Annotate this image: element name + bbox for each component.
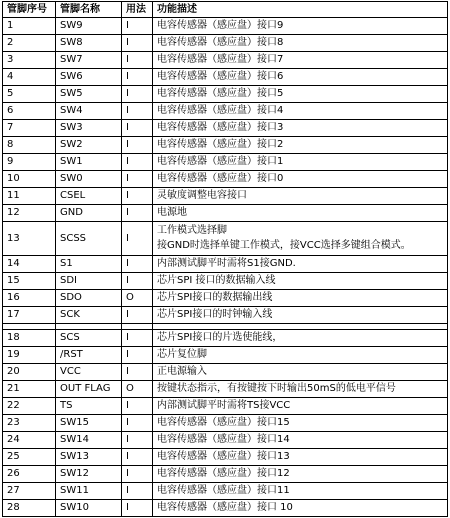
pin-number-cell: 17: [3, 307, 56, 324]
pin-number-cell: 6: [3, 103, 56, 120]
function-cell: [153, 364, 448, 381]
pin-name-cell: VCC: [56, 364, 122, 381]
pin-number-cell: 12: [3, 205, 56, 222]
table-row: [3, 52, 448, 69]
table-row: [3, 171, 448, 188]
usage-cell: I: [122, 86, 153, 103]
function-text: 电容传感器（感应盘）接口12: [157, 468, 290, 479]
pin-number-cell: 7: [3, 120, 56, 137]
pin-number-cell: 10: [3, 171, 56, 188]
table-row: [3, 290, 448, 307]
usage-cell: I: [122, 103, 153, 120]
pin-number-cell: 1: [3, 18, 56, 35]
pin-name-cell: SW4: [56, 103, 122, 120]
pin-name-cell: SDI: [56, 273, 122, 290]
usage-cell: I: [122, 52, 153, 69]
function-cell: [153, 307, 448, 324]
header-function: 功能描述: [153, 2, 448, 18]
pin-name-cell: SW3: [56, 120, 122, 137]
function-text: 内部测试脚平时需将TS接VCC: [157, 400, 291, 411]
usage-cell: I: [122, 18, 153, 35]
pin-number-cell: 23: [3, 415, 56, 432]
pin-name-cell: SCSS: [56, 222, 122, 256]
table-row: [3, 86, 448, 103]
table-row: [3, 222, 448, 256]
pin-number-cell: 9: [3, 154, 56, 171]
pin-name-cell: /RST: [56, 347, 122, 364]
pin-name-cell: S1: [56, 256, 122, 273]
pin-number-cell: 11: [3, 188, 56, 205]
pin-name-cell: SW13: [56, 449, 122, 466]
function-cell: [153, 154, 448, 171]
pin-number-cell: 26: [3, 466, 56, 483]
table-row: [3, 466, 448, 483]
table-body: [3, 18, 448, 517]
pin-number-cell: 28: [3, 500, 56, 517]
function-cell: [153, 449, 448, 466]
pin-name-cell: SW15: [56, 415, 122, 432]
function-cell: [153, 18, 448, 35]
function-cell: [153, 256, 448, 273]
usage-cell: I: [122, 398, 153, 415]
usage-cell: I: [122, 256, 153, 273]
function-cell: [153, 290, 448, 307]
pin-name-cell: TS: [56, 398, 122, 415]
usage-cell: I: [122, 364, 153, 381]
usage-cell: I: [122, 500, 153, 517]
usage-cell: I: [122, 432, 153, 449]
pin-number-cell: 3: [3, 52, 56, 69]
pin-name-cell: SW6: [56, 69, 122, 86]
function-text: 电容传感器（感应盘）接口13: [157, 451, 290, 462]
function-cell: [153, 137, 448, 154]
table-row: [3, 449, 448, 466]
pin-name-cell: SDO: [56, 290, 122, 307]
header-row: [3, 2, 448, 18]
table-row: [3, 415, 448, 432]
pin-number-cell: 16: [3, 290, 56, 307]
table-row: [3, 432, 448, 449]
function-cell: [153, 188, 448, 205]
pin-number-cell: 20: [3, 364, 56, 381]
function-text: 电容传感器（感应盘）接口6: [157, 71, 284, 82]
function-cell: [153, 330, 448, 347]
function-text-line2: 接GND时选择单键工作模式，接VCC选择多键组合模式。: [157, 240, 411, 251]
function-text: 电容传感器（感应盘）接口0: [157, 173, 284, 184]
header-pin-name: 管脚名称: [56, 2, 122, 18]
function-text: 电容传感器（感应盘）接口3: [157, 122, 284, 133]
pin-name-cell: SW8: [56, 35, 122, 52]
function-text: 电容传感器（感应盘）接口1: [157, 156, 284, 167]
usage-cell: I: [122, 188, 153, 205]
pin-number-cell: 8: [3, 137, 56, 154]
table-row: [3, 69, 448, 86]
pin-number-cell: 22: [3, 398, 56, 415]
function-text: 电容传感器（感应盘）接口11: [157, 485, 290, 496]
function-text: 电容传感器（感应盘）接口 10: [157, 502, 293, 513]
function-text: 电容传感器（感应盘）接口8: [157, 37, 284, 48]
usage-cell: I: [122, 35, 153, 52]
table-row: [3, 307, 448, 324]
usage-cell: O: [122, 290, 153, 307]
table-row: [3, 205, 448, 222]
pin-name-cell: OUT FLAG: [56, 381, 122, 398]
table-row: [3, 137, 448, 154]
pin-name-cell: SW2: [56, 137, 122, 154]
function-text: 芯片SPI 接口的数据输入线: [157, 275, 276, 286]
usage-cell: I: [122, 205, 153, 222]
table-row: [3, 273, 448, 290]
pin-name-cell: SW9: [56, 18, 122, 35]
table-row: [3, 364, 448, 381]
function-cell: [153, 483, 448, 500]
table-row: [3, 483, 448, 500]
pin-number-cell: 27: [3, 483, 56, 500]
pin-number-cell: 18: [3, 330, 56, 347]
pin-name-cell: SW12: [56, 466, 122, 483]
function-text: 电容传感器（感应盘）接口2: [157, 139, 284, 150]
function-cell: [153, 415, 448, 432]
table-row: [3, 347, 448, 364]
function-cell: [153, 103, 448, 120]
table-row: [3, 154, 448, 171]
function-text: 电容传感器（感应盘）接口9: [157, 20, 284, 31]
table-row: [3, 120, 448, 137]
function-cell: [153, 52, 448, 69]
pin-number-cell: 13: [3, 222, 56, 256]
usage-cell: I: [122, 483, 153, 500]
pin-number-cell: 24: [3, 432, 56, 449]
table-row: [3, 330, 448, 347]
function-text: 电源地: [157, 207, 187, 218]
pin-number-cell: 4: [3, 69, 56, 86]
usage-cell: I: [122, 466, 153, 483]
function-cell: [153, 120, 448, 137]
function-cell: [153, 432, 448, 449]
usage-cell: I: [122, 154, 153, 171]
pin-number-cell: 5: [3, 86, 56, 103]
function-text: 电容传感器（感应盘）接口15: [157, 417, 290, 428]
pin-name-cell: SW11: [56, 483, 122, 500]
function-cell: [153, 35, 448, 52]
usage-cell: I: [122, 307, 153, 324]
table-row: [3, 256, 448, 273]
usage-cell: I: [122, 69, 153, 86]
usage-cell: I: [122, 222, 153, 256]
usage-cell: I: [122, 171, 153, 188]
usage-cell: I: [122, 449, 153, 466]
function-text: 电容传感器（感应盘）接口5: [157, 88, 284, 99]
header-pin-number: 管脚序号: [3, 2, 56, 18]
pin-name-cell: SW1: [56, 154, 122, 171]
function-cell: [153, 86, 448, 103]
function-cell: [153, 381, 448, 398]
function-cell: [153, 500, 448, 517]
pin-name-cell: SW14: [56, 432, 122, 449]
function-cell: [153, 273, 448, 290]
function-text: 工作模式选择脚: [157, 225, 227, 236]
pin-name-cell: SW7: [56, 52, 122, 69]
pin-name-cell: GND: [56, 205, 122, 222]
usage-cell: I: [122, 347, 153, 364]
header-usage: 用法: [122, 2, 153, 18]
usage-cell: I: [122, 415, 153, 432]
usage-cell: O: [122, 381, 153, 398]
function-text: 芯片SPI接口的数据输出线: [157, 292, 273, 303]
function-cell: [153, 398, 448, 415]
function-text: 芯片SPI接口的片选使能线，: [157, 332, 283, 343]
function-cell: [153, 222, 448, 256]
function-text: 电容传感器（感应盘）接口14: [157, 434, 290, 445]
function-text: 电容传感器（感应盘）接口7: [157, 54, 284, 65]
function-cell: [153, 69, 448, 86]
usage-cell: I: [122, 273, 153, 290]
table-row: [3, 188, 448, 205]
pin-number-cell: 15: [3, 273, 56, 290]
table-row: [3, 103, 448, 120]
pin-name-cell: SCS: [56, 330, 122, 347]
table-row: [3, 500, 448, 517]
pin-number-cell: 25: [3, 449, 56, 466]
function-cell: [153, 466, 448, 483]
pin-name-cell: SW10: [56, 500, 122, 517]
function-text: 芯片SPI接口的时钟输入线: [157, 309, 273, 320]
function-cell: [153, 347, 448, 364]
pin-number-cell: 2: [3, 35, 56, 52]
pin-name-cell: SW5: [56, 86, 122, 103]
function-text: 按键状态指示，有按键按下时输出50mS的低电平信号: [157, 383, 396, 394]
pin-number-cell: 21: [3, 381, 56, 398]
function-text: 芯片复位脚: [157, 349, 207, 360]
pin-number-cell: 19: [3, 347, 56, 364]
table-row: [3, 35, 448, 52]
function-cell: [153, 171, 448, 188]
function-text: 电容传感器（感应盘）接口4: [157, 105, 284, 116]
usage-cell: I: [122, 120, 153, 137]
function-text: 正电源输入: [157, 366, 207, 377]
pin-name-cell: SW0: [56, 171, 122, 188]
table-row: [3, 18, 448, 35]
pin-name-cell: SCK: [56, 307, 122, 324]
usage-cell: I: [122, 137, 153, 154]
function-text: 内部测试脚平时需将S1接GND.: [157, 258, 296, 269]
function-text: 灵敏度调整电容接口: [157, 190, 247, 201]
pin-name-cell: CSEL: [56, 188, 122, 205]
table-row: [3, 398, 448, 415]
pin-number-cell: 14: [3, 256, 56, 273]
table-row: [3, 381, 448, 398]
usage-cell: I: [122, 330, 153, 347]
function-cell: [153, 205, 448, 222]
pin-table: [2, 1, 448, 517]
